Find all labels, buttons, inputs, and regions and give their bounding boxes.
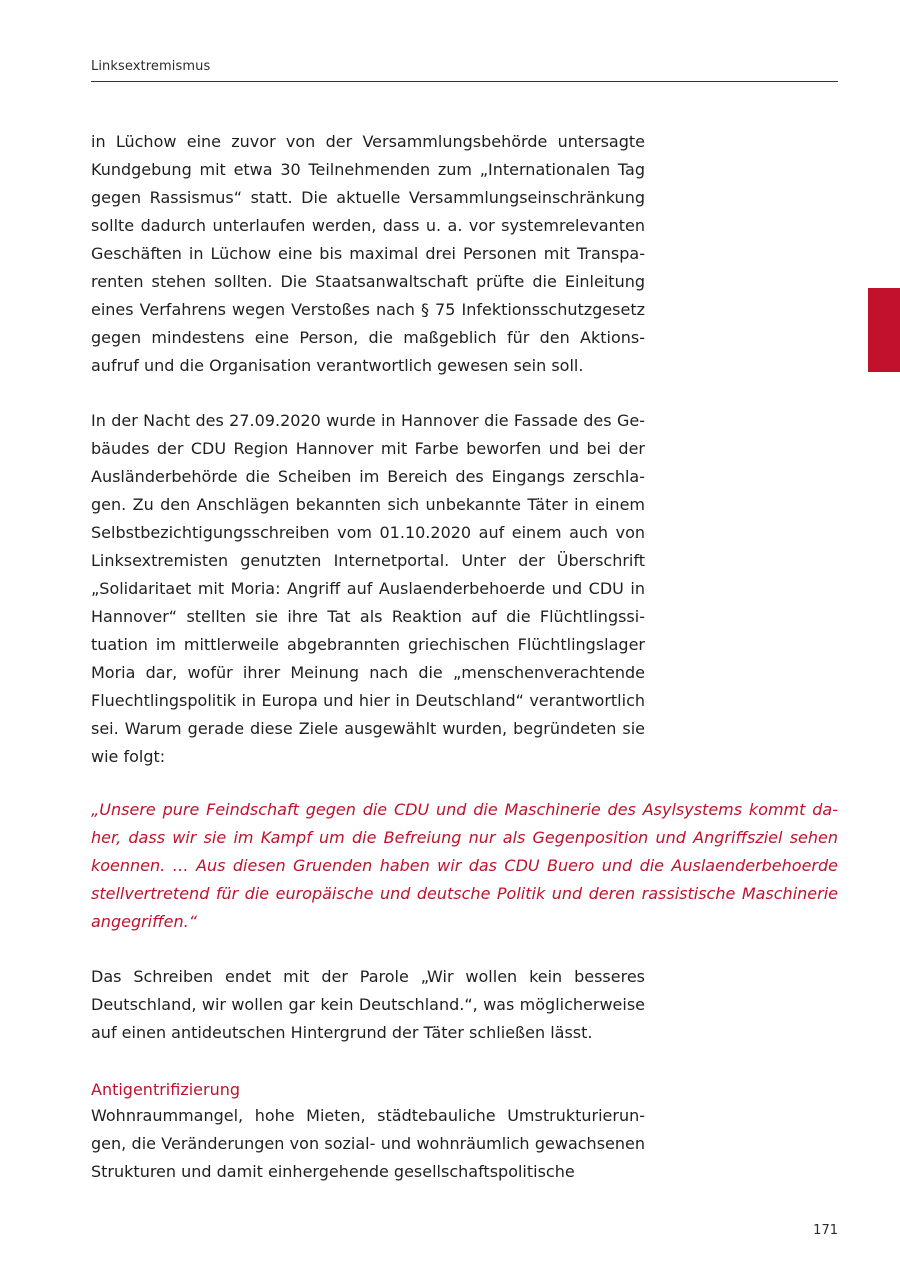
running-header-title: Linksextremismus xyxy=(91,59,211,74)
body-paragraph-3: Das Schreiben endet mit der Parole „Wir wollen kein besseres Deutschland, wir wollen gar kein Deutschland.“, was möglicherweise auf einen antideutschen Hintergrund der Täter schließen lässt. xyxy=(91,967,645,1042)
chapter-marker-tab xyxy=(868,288,900,372)
body-paragraph-4: Wohnraummangel, hohe Mieten, städtebauliche Umstrukturierungen, die Veränderungen von sozial- und wohnräumlich gewachsenen Strukturen und damit einhergehende gesellschaftspolitische xyxy=(91,1106,645,1181)
red-quote-block: „Unsere pure Feindschaft gegen die CDU und die Maschinerie des Asylsystems kommt daher, dass wir sie im Kampf um die Befreiung nur als Gegenposition und Angriffsziel sehen koennen. … Aus diesen Gruenden haben wir das CDU Buero und die Auslaenderbehoerde stellvertretend für die europäische und deutsche Politik und deren rassistische Maschinerie angegriffen.“ xyxy=(91,800,838,931)
page-number: 171 xyxy=(813,1223,838,1238)
body-paragraph-2: In der Nacht des 27.09.2020 wurde in Hannover die Fassade des Gebäudes der CDU Region Hannover mit Farbe beworfen und bei der Ausländerbehörde die Scheiben im Bereich des Eingangs zerschlagen. Zu den Anschlägen bekannten sich unbekannte Täter in einem Selbstbezichtigungsschreiben vom 01.10.2020 auf einem auch von Linksextremisten genutzten Internetportal. Unter der Überschrift „Solidaritaet mit Moria: Angriff auf Auslaenderbehoerde und CDU in Hannover“ stellten sie ihre Tat als Reaktion auf die Flüchtlingssituation im mittlerweile abgebrannten griechischen Flüchtlingslager Moria dar, wofür ihrer Meinung nach die „menschenverachtende Fluechtlingspolitik in Europa und hier in Deutschland“ verantwortlich sei. Warum gerade diese Ziele ausgewählt wurden, begründeten sie wie folgt: xyxy=(91,411,645,766)
section-subheading: Antigentrifizierung xyxy=(91,1080,241,1099)
body-paragraph-1: in Lüchow eine zuvor von der Versammlungsbehörde untersagte Kundgebung mit etwa 30 Teilnehmenden zum „Internationalen Tag gegen Rassismus“ statt. Die aktuelle Versammlungseinschränkung sollte dadurch unterlaufen werden, dass u. a. vor systemrelevanten Geschäften in Lüchow eine bis maximal drei Personen mit Transparenten stehen sollten. Die Staatsanwaltschaft prüfte die Einleitung eines Verfahrens wegen Verstoßes nach § 75 Infektionsschutzgesetz gegen mindestens eine Person, die maßgeblich für den Aktionsaufruf und die Organisation verantwortlich gewesen sein soll. xyxy=(91,132,645,375)
header-divider xyxy=(91,81,838,82)
